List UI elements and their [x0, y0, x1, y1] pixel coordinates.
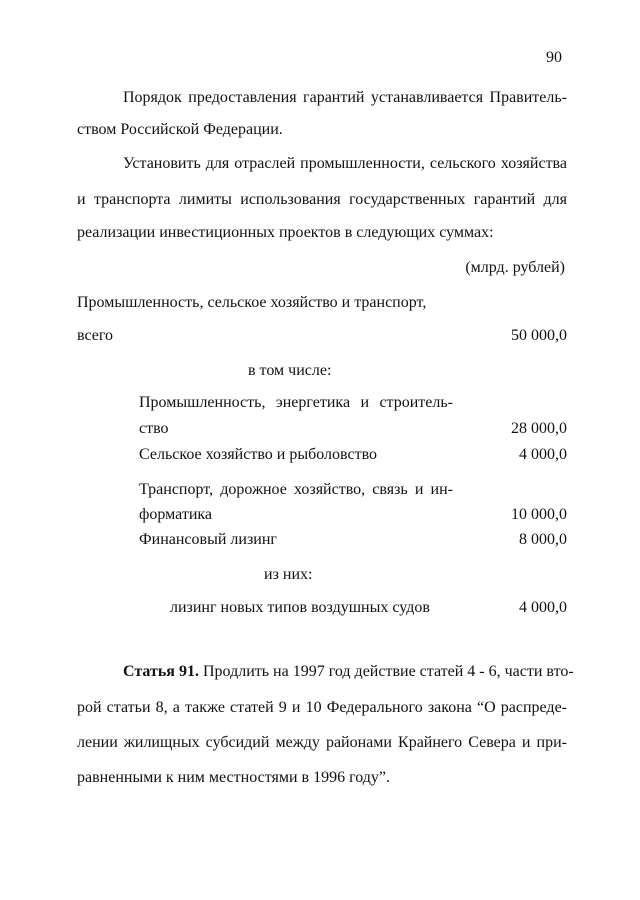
item-industry-line-2: ство: [139, 420, 169, 437]
limits-intro-line-1: Установить для отраслей промышленности, сельского хозяйства: [123, 155, 567, 172]
article-line-3: лении жилищных субсидий между районами Крайнего Севера и при-: [77, 734, 567, 751]
including-heading: в том числе:: [248, 362, 332, 379]
page-number: 90: [546, 49, 562, 66]
intro-line-1: Порядок предоставления гарантий устанавливается Правитель-: [123, 89, 567, 106]
item-transport-value: 10 000,0: [511, 506, 567, 523]
item-agriculture-label: Сельское хозяйство и рыболовство: [139, 446, 378, 463]
item-industry-line-1: Промышленность, энергетика и строитель-: [139, 394, 453, 411]
unit-label: (млрд. рублей): [465, 259, 565, 276]
item-industry-value: 28 000,0: [511, 420, 567, 437]
sub-item-label: лизинг новых типов воздушных судов: [170, 599, 430, 616]
total-value: 50 000,0: [511, 327, 567, 344]
total-label-line-1: Промышленность, сельское хозяйство и транспорт,: [77, 294, 427, 311]
item-agriculture-value: 4 000,0: [519, 446, 567, 463]
limits-intro-line-3: реализации инвестиционных проектов в следующих суммах:: [77, 224, 494, 241]
article-title: Статья 91.: [123, 663, 199, 680]
item-leasing-label: Финансовый лизинг: [139, 531, 277, 548]
article-line-1: [123, 662, 574, 682]
sub-item-value: 4 000,0: [519, 599, 567, 616]
article-line-1-text: Продлить на 1997 год действие статей 4 - 6, части вто-: [198, 663, 574, 680]
item-transport-line-2: форматика: [139, 506, 213, 523]
article-line-2: рой статьи 8, а также статей 9 и 10 Федерального закона “О распреде-: [77, 699, 567, 716]
limits-intro-line-2: и транспорта лимиты использования государственных гарантий для: [77, 191, 567, 208]
total-label-line-2: всего: [77, 327, 114, 344]
article-line-4: равненными к ним местностями в 1996 году”.: [77, 769, 391, 786]
item-leasing-value: 8 000,0: [519, 531, 567, 548]
item-transport-line-1: Транспорт, дорожное хозяйство, связь и ин-: [139, 481, 453, 498]
intro-line-2: ством Российской Федерации.: [77, 121, 283, 138]
of-which-heading: из них:: [264, 566, 313, 583]
